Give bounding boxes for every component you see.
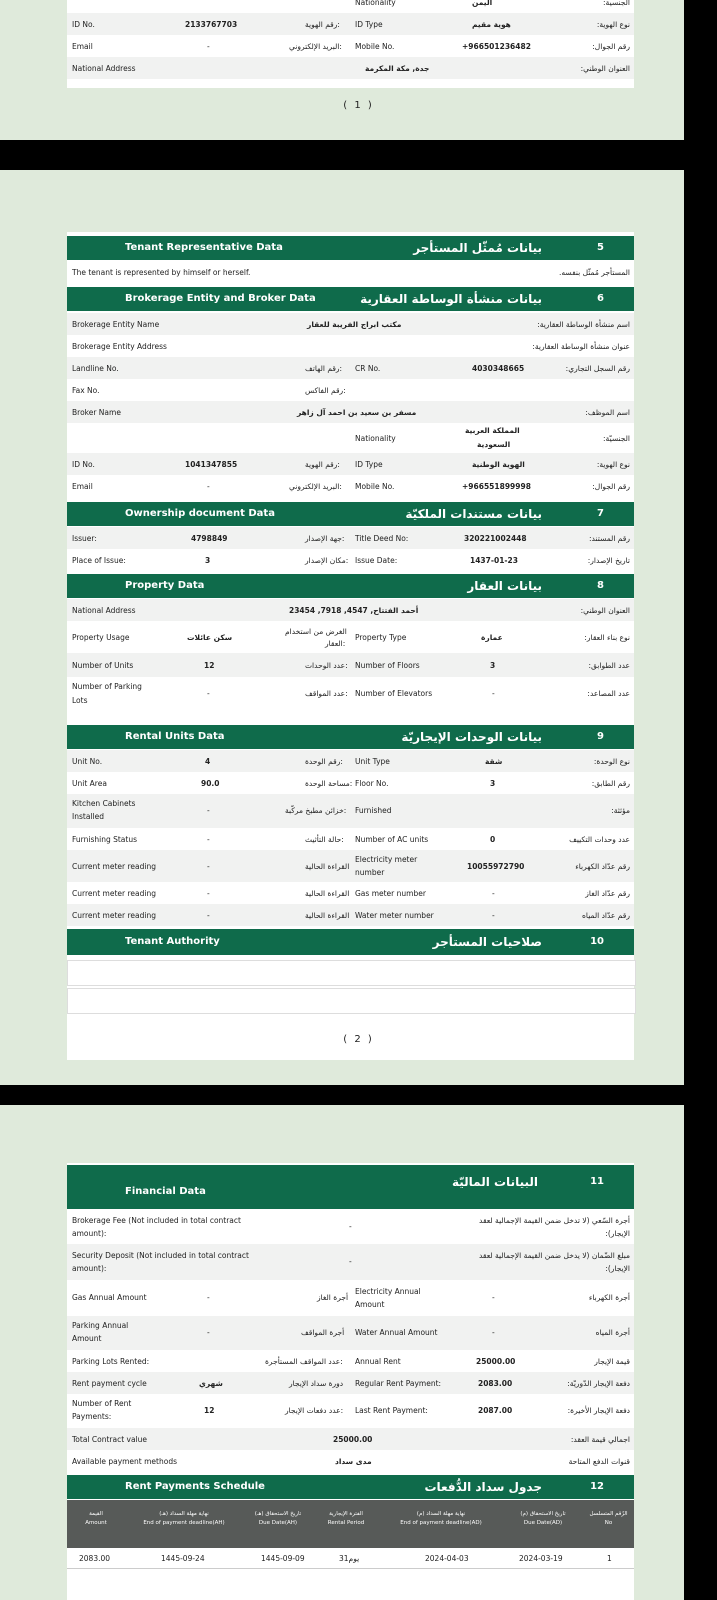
payments-count-label-ar: عدد دفعات الإيجار:	[285, 1406, 344, 1415]
section-5-header	[67, 236, 634, 260]
brokerage-fee-value: -	[349, 1222, 352, 1231]
section-11-header	[67, 1165, 634, 1209]
gas-meter-value: -	[492, 889, 495, 898]
section-6-header	[67, 287, 634, 311]
nationality-label-ar: الجنسية:	[603, 0, 630, 7]
row-period: 31يوم	[339, 1554, 360, 1563]
id-label-ar: رقم الهوية:	[305, 20, 340, 29]
page-number-2: ( 2 )	[343, 1034, 374, 1045]
section-9-header	[67, 725, 634, 749]
section-9-title-en: Rental Units Data	[125, 731, 225, 742]
id-row	[67, 13, 634, 35]
col-amount-ar: القيمة	[89, 1511, 103, 1517]
furnishing-status-row	[67, 828, 634, 850]
kitchen-label-en-line1: Kitchen Cabinets	[72, 799, 136, 808]
row-due-ah: 1445-09-09	[261, 1554, 305, 1563]
brokerage-fee-row	[67, 1210, 634, 1244]
electricity-meter-label-en-line2: number	[355, 868, 385, 877]
issuer-label-ar: جهة الإصدار:	[305, 534, 345, 543]
units-label-en: Number of Units	[72, 661, 134, 670]
total-contract-value: 25000.00	[333, 1435, 373, 1444]
tenant-authority-empty-row-2	[67, 988, 636, 1014]
representative-note-ar: المستأجر مُمثّل بنفسه.	[558, 268, 630, 277]
broker-nationality-value-line1: المملكة العربية	[465, 426, 520, 435]
address-value: جدة, مكة المكرمة	[365, 64, 430, 73]
section-11-title-ar: البيانات الماليّة	[451, 1175, 538, 1189]
ac-units-label-ar: عدد وحدات التكييف	[569, 835, 630, 844]
place-value: 3	[205, 556, 211, 565]
water-meter-label-ar: رقم عدّاد المياه	[582, 911, 630, 920]
kitchen-label-en-line2: Installed	[72, 812, 104, 821]
regular-payment-label-ar: دفعة الإيجار الدّوريّة:	[567, 1379, 630, 1388]
deed-label-en: Title Deed No:	[355, 534, 409, 543]
gas-reading-label-ar: القراءة الحالية	[305, 889, 350, 898]
landline-label-en: Landline No.	[72, 364, 119, 373]
broker-idtype-value: الهوية الوطنية	[472, 460, 525, 469]
parking-value: -	[207, 689, 210, 698]
property-usage-label-ar-line2: العقار:	[325, 639, 346, 648]
furnished-label-en: Furnished	[355, 806, 392, 815]
broker-email-value: -	[207, 482, 210, 491]
col-end-ad-header	[379, 1510, 503, 1528]
unit-area-label-en: Unit Area	[72, 779, 107, 788]
row-end-ah: 1445-09-24	[161, 1554, 205, 1563]
parking-amount-label-ar: أجرة المواقف	[301, 1328, 345, 1337]
col-end-ah-header	[125, 1510, 243, 1528]
broker-idtype-label-en: ID Type	[355, 460, 383, 469]
col-due-ah-header	[243, 1510, 313, 1528]
total-contract-row	[67, 1428, 634, 1450]
floors-value: 3	[490, 661, 496, 670]
broker-nationality-label-en: Nationality	[355, 434, 396, 443]
place-label-ar: مكان الإصدار:	[305, 556, 349, 565]
col-no-header	[583, 1510, 634, 1528]
section-9-number: 9	[597, 731, 604, 742]
kitchen-value: -	[207, 806, 210, 815]
brokerage-address-label-en: Brokerage Entity Address	[72, 342, 167, 351]
broker-mobile-label-en: Mobile No.	[355, 482, 395, 491]
property-usage-label-en: Property Usage	[72, 633, 130, 642]
gas-amount-value: -	[207, 1293, 210, 1302]
id-type-value: هوية مقيم	[472, 20, 511, 29]
deed-value: 320221002448	[464, 534, 527, 543]
electricity-amount-value: -	[492, 1293, 495, 1302]
property-address-value: أحمد الفتتاح, 4547, 7918, 23454	[289, 606, 419, 615]
id-type-label-ar: نوع الهوية:	[596, 20, 630, 29]
landline-row	[67, 357, 634, 379]
col-period-header	[313, 1510, 379, 1528]
issue-date-value: 1437-01-23	[470, 556, 518, 565]
email-value: -	[207, 42, 210, 51]
electricity-meter-row	[67, 850, 634, 882]
place-row	[67, 549, 634, 571]
parking-lots-label-ar: عدد المواقف المستأجرة:	[265, 1357, 343, 1366]
col-due-ah-ar: تاريخ الاستحقاق (هـ)	[254, 1511, 302, 1517]
last-payment-label-en: Last Rent Payment:	[355, 1406, 428, 1415]
security-deposit-label-en-line1: Security Deposit (Not included in total contract	[72, 1251, 249, 1260]
parking-label-en-line2: Lots	[72, 696, 88, 705]
email-row	[67, 35, 634, 57]
floors-label-en: Number of Floors	[355, 661, 420, 670]
payments-count-value: 12	[204, 1406, 215, 1415]
broker-id-label-ar: رقم الهوية:	[305, 460, 340, 469]
place-label-en: Place of Issue:	[72, 556, 126, 565]
col-end-ah-en: End of payment deadline(AH)	[143, 1520, 225, 1526]
furnishing-status-label-en: Furnishing Status	[72, 835, 137, 844]
section-10-header	[67, 929, 634, 955]
deed-label-ar: رقم المستند:	[589, 534, 630, 543]
payment-methods-label-ar: قنوات الدفع المتاحة	[568, 1457, 630, 1466]
electricity-meter-value: 10055972790	[467, 862, 525, 871]
property-address-label-ar: العنوان الوطني:	[580, 606, 630, 615]
col-amount-en: Amount	[85, 1520, 107, 1526]
property-address-label-en: National Address	[72, 606, 136, 615]
water-amount-label-en: Water Annual Amount	[355, 1328, 438, 1337]
id-value: 2133767703	[185, 20, 238, 29]
brokerage-fee-label-en-line1: Brokerage Fee (Not included in total contract	[72, 1216, 241, 1225]
elevators-label-ar: عدد المصاعد:	[587, 689, 630, 698]
water-reading-value: -	[207, 911, 210, 920]
brokerage-name-label-en: Brokerage Entity Name	[72, 320, 160, 329]
unit-area-row	[67, 772, 634, 794]
units-value: 12	[204, 661, 215, 670]
parking-water-row	[67, 1316, 634, 1350]
unit-type-label-ar: نوع الوحدة:	[593, 757, 630, 766]
section-7-number: 7	[597, 508, 604, 519]
gas-amount-label-ar: أجرة الغاز	[317, 1293, 349, 1302]
property-usage-label-ar-line1: الغرض من استخدام	[285, 627, 347, 636]
page-1-sheet	[67, 0, 634, 88]
unit-type-value: شقة	[485, 757, 503, 766]
email-label-ar: البريد الإلكتروني:	[289, 42, 342, 51]
issue-date-label-en: Issue Date:	[355, 556, 398, 565]
col-end-ad-en: End of payment deadline(AD)	[400, 1520, 482, 1526]
gas-electricity-row	[67, 1280, 634, 1316]
unit-no-label-ar: رقم الوحدة:	[305, 757, 343, 766]
security-deposit-value: -	[349, 1257, 352, 1266]
nationality-label-en: Nationality	[355, 0, 396, 7]
fax-label-ar: رقم الفاكس:	[305, 386, 346, 395]
unit-no-label-en: Unit No.	[72, 757, 103, 766]
section-11-title-en: Financial Data	[125, 1186, 206, 1197]
col-due-ad-en: Due Date(AD)	[523, 1520, 563, 1526]
nationality-value: اليمن	[472, 0, 493, 7]
broker-nationality-value-line2: السعودية	[477, 440, 511, 449]
cr-label-en: CR No.	[355, 364, 381, 373]
parking-label-ar: عدد المواقف:	[305, 689, 348, 698]
unit-area-label-ar: مساحة الوحدة:	[305, 779, 353, 788]
payment-cycle-value: شهري	[199, 1379, 223, 1388]
section-11-number: 11	[590, 1176, 604, 1187]
col-end-ad-ar: نهاية مهلة السداد (م)	[416, 1511, 466, 1517]
page-number-1: ( 1 )	[343, 100, 374, 111]
parking-amount-value: -	[207, 1328, 210, 1337]
section-5-title-en: Tenant Representative Data	[125, 242, 283, 253]
row-due-ad: 2024-03-19	[519, 1554, 563, 1563]
brokerage-name-label-ar: اسم منشأة الوساطة العقارية:	[537, 320, 630, 329]
section-7-header	[67, 502, 634, 526]
parking-lots-label-en: Parking Lots Rented:	[72, 1357, 150, 1366]
broker-idtype-label-ar: نوع الهوية:	[596, 460, 630, 469]
broker-name-label-en: Broker Name	[72, 408, 121, 417]
payments-count-label-en-line2: Payments:	[72, 1412, 112, 1421]
parking-row	[67, 677, 634, 713]
section-8-number: 8	[597, 580, 604, 591]
tenant-authority-empty-row-1	[67, 960, 636, 986]
col-due-ah-en: Due Date(AH)	[258, 1520, 298, 1526]
unit-area-value: 90.0	[201, 779, 220, 788]
brokerage-address-label-ar: عنوان منشأة الوساطة العقارية:	[532, 342, 630, 351]
payment-cycle-label-en: Rent payment cycle	[72, 1379, 147, 1388]
section-12-title-en: Rent Payments Schedule	[125, 1481, 265, 1492]
broker-id-label-en: ID No.	[72, 460, 95, 469]
parking-lots-rent-row	[67, 1350, 634, 1372]
broker-nationality-row	[67, 423, 634, 453]
security-deposit-row	[67, 1244, 634, 1280]
units-row	[67, 653, 634, 677]
section-10-number: 10	[590, 936, 604, 947]
elevators-label-en: Number of Elevators	[355, 689, 433, 698]
furnishing-status-value: -	[207, 835, 210, 844]
section-12-header	[67, 1475, 634, 1499]
broker-name-row	[67, 401, 634, 423]
payment-methods-label-en: Available payment methods	[72, 1457, 177, 1466]
payment-cycle-row	[67, 1372, 634, 1394]
fax-label-en: Fax No.	[72, 386, 100, 395]
gas-meter-label-en: Gas meter number	[355, 889, 426, 898]
elevators-value: -	[492, 689, 495, 698]
col-no-en: No	[604, 1520, 613, 1526]
section-5-number: 5	[597, 242, 604, 253]
section-10-title-en: Tenant Authority	[125, 936, 220, 947]
brokerage-name-value: مكتب ابراج الفريبة للعقار	[307, 320, 402, 329]
broker-email-label-ar: البريد الإلكتروني:	[289, 482, 342, 491]
brokerage-address-row	[67, 335, 634, 357]
property-usage-row	[67, 621, 634, 653]
col-end-ah-ar: نهاية مهلة السداد (هـ)	[159, 1511, 209, 1517]
number-of-payments-row	[67, 1394, 634, 1428]
payments-count-label-en-line1: Number of Rent	[72, 1399, 132, 1408]
broker-name-value: مسفر بن سعيد بن احمد آل زاهر	[297, 408, 417, 417]
regular-payment-value: 2083.00	[478, 1379, 513, 1388]
broker-nationality-label-ar: الجنسيّة:	[603, 434, 630, 443]
section-5-title-ar: بيانات مُمثّل المستأجر	[413, 241, 542, 255]
address-label-en: National Address	[72, 64, 136, 73]
floors-label-ar: عدد الطوابق:	[588, 661, 630, 670]
col-period-ar: الفترة الإيجارية	[329, 1511, 363, 1517]
water-amount-label-ar: أجرة المياه	[595, 1328, 630, 1337]
kitchen-row	[67, 794, 634, 828]
address-row	[67, 57, 634, 79]
col-period-en: Rental Period	[327, 1520, 365, 1526]
electricity-meter-label-en-line1: Electricity meter	[355, 855, 418, 864]
broker-id-row	[67, 453, 634, 475]
floor-no-label-ar: رقم الطابق:	[591, 779, 630, 788]
email-label-en: Email	[72, 42, 93, 51]
electricity-amount-label-en-line1: Electricity Annual	[355, 1287, 421, 1296]
section-12-title-ar: جدول سداد الدُّفعات	[424, 1480, 542, 1494]
cr-value: 4030348665	[472, 364, 525, 373]
broker-mobile-label-ar: رقم الجوال:	[592, 482, 630, 491]
issuer-label-en: Issuer:	[72, 534, 97, 543]
broker-id-value: 1041347855	[185, 460, 238, 469]
brokerage-name-row	[67, 313, 634, 335]
water-meter-row	[67, 904, 634, 926]
electricity-reading-label-ar: القراءة الحالية	[305, 862, 350, 871]
section-9-title-ar: بيانات الوحدات الإيجاريّة	[401, 730, 542, 744]
parking-amount-label-en-line1: Parking Annual	[72, 1321, 129, 1330]
row-no: 1	[607, 1554, 612, 1563]
ac-units-label-en: Number of AC units	[355, 835, 429, 844]
cr-label-ar: رقم السجل التجاري:	[565, 364, 630, 373]
gas-meter-row	[67, 882, 634, 904]
furnished-label-ar: مؤثثة:	[611, 806, 630, 815]
broker-mobile-value: +966551899998	[462, 482, 531, 491]
ac-units-value: 0	[490, 835, 496, 844]
property-type-label-ar: نوع بناء العقار:	[584, 633, 630, 642]
mobile-label-ar: رقم الجوال:	[592, 42, 630, 51]
address-label-ar: العنوان الوطني:	[580, 64, 630, 73]
section-7-title-ar: بيانات مستندات الملكيّة	[405, 507, 542, 521]
col-due-ad-header	[503, 1510, 583, 1528]
section-12-number: 12	[590, 1481, 604, 1492]
col-amount-header	[67, 1510, 125, 1528]
payment-methods-value: مدى سداد	[335, 1457, 372, 1466]
broker-name-label-ar: اسم الموظف:	[585, 408, 630, 417]
mobile-label-en: Mobile No.	[355, 42, 395, 51]
electricity-reading-value: -	[207, 862, 210, 871]
gas-amount-label-en: Gas Annual Amount	[72, 1293, 147, 1302]
payment-cycle-label-ar: دورة سداد الإيجار	[289, 1379, 344, 1388]
section-10-title-ar: صلاحيات المستأجر	[432, 935, 542, 949]
payment-methods-row	[67, 1450, 634, 1472]
table-row	[67, 1548, 634, 1569]
section-6-title-en: Brokerage Entity and Broker Data	[125, 293, 316, 304]
annual-rent-value: 25000.00	[476, 1357, 516, 1366]
property-usage-value: سكن عائلات	[187, 633, 233, 642]
electricity-amount-label-en-line2: Amount	[355, 1300, 385, 1309]
water-reading-label-en: Current meter reading	[72, 911, 156, 920]
last-payment-value: 2087.00	[478, 1406, 513, 1415]
brokerage-fee-label-ar-line1: أجرة السّعي (لا تدخل ضمن القيمة الإجمالية لعقد	[479, 1216, 630, 1225]
gas-reading-value: -	[207, 889, 210, 898]
section-8-title-ar: بيانات العقار	[467, 579, 542, 593]
regular-payment-label-en: Regular Rent Payment:	[355, 1379, 442, 1388]
representative-note-row	[67, 262, 634, 282]
gas-reading-label-en: Current meter reading	[72, 889, 156, 898]
broker-email-row	[67, 475, 634, 497]
issuer-row	[67, 527, 634, 549]
floor-no-value: 3	[490, 779, 496, 788]
water-meter-label-en: Water meter number	[355, 911, 434, 920]
unit-no-value: 4	[205, 757, 211, 766]
total-contract-label-en: Total Contract value	[72, 1435, 148, 1444]
total-contract-label-ar: اجمالي قيمة العقد:	[570, 1435, 630, 1444]
representative-note-en: The tenant is represented by himself or herself.	[72, 268, 251, 277]
property-type-value: عمارة	[481, 633, 503, 642]
water-amount-value: -	[492, 1328, 495, 1337]
security-deposit-label-ar-line2: الإيجار):	[605, 1264, 630, 1273]
unit-type-label-en: Unit Type	[355, 757, 390, 766]
id-label-en: ID No.	[72, 20, 95, 29]
brokerage-fee-label-en-line2: amount):	[72, 1229, 107, 1238]
water-meter-value: -	[492, 911, 495, 920]
annual-rent-label-ar: قيمة الإيجار	[594, 1357, 630, 1366]
col-due-ad-ar: تاريخ الاستحقاق (م)	[520, 1511, 566, 1517]
section-8-header	[67, 574, 634, 598]
section-6-title-ar: بيانات منشأة الوساطة العقارية	[360, 292, 542, 306]
col-no-ar: الرّقم المتسلسل	[589, 1511, 628, 1517]
parking-label-en-line1: Number of Parking	[72, 682, 142, 691]
section-8-title-en: Property Data	[125, 580, 205, 591]
issue-date-label-ar: تاريخ الإصدار:	[587, 556, 630, 565]
brokerage-fee-label-ar-line2: الإيجار):	[605, 1229, 630, 1238]
annual-rent-label-en: Annual Rent	[355, 1357, 401, 1366]
parking-amount-label-en-line2: Amount	[72, 1334, 102, 1343]
kitchen-label-ar: خزائن مطبخ مركّبة:	[285, 806, 347, 815]
electricity-amount-label-ar: أجرة الكهرباء	[588, 1293, 630, 1302]
section-6-number: 6	[597, 293, 604, 304]
fax-row	[67, 379, 634, 401]
nationality-row	[67, 0, 634, 12]
mobile-value: +966501236482	[462, 42, 531, 51]
security-deposit-label-ar-line1: مبلغ الضّمان (لا يدخل ضمن القيمة الإجمالية لعقد	[478, 1251, 630, 1260]
property-address-row	[67, 599, 634, 621]
row-amount: 2083.00	[79, 1554, 111, 1563]
id-type-label-en: ID Type	[355, 20, 383, 29]
schedule-table-header	[67, 1500, 634, 1548]
broker-email-label-en: Email	[72, 482, 93, 491]
furnishing-status-label-ar: حالة التأثيث:	[305, 835, 344, 844]
electricity-meter-label-ar: رقم عدّاد الكهرباء	[575, 862, 630, 871]
section-7-title-en: Ownership document Data	[125, 508, 275, 519]
electricity-reading-label-en: Current meter reading	[72, 862, 156, 871]
floor-no-label-en: Floor No.	[355, 779, 389, 788]
landline-label-ar: رقم الهاتف:	[305, 364, 343, 373]
last-payment-label-ar: دفعة الإيجار الأخيرة:	[567, 1406, 630, 1415]
unit-no-row	[67, 750, 634, 772]
row-end-ad: 2024-04-03	[425, 1554, 469, 1563]
water-reading-label-ar: القراءة الحالية	[305, 911, 350, 920]
units-label-ar: عدد الوحدات:	[305, 661, 348, 670]
property-type-label-en: Property Type	[355, 633, 407, 642]
issuer-value: 4798849	[191, 534, 228, 543]
security-deposit-label-en-line2: amount):	[72, 1264, 107, 1273]
gas-meter-label-ar: رقم عدّاد الغاز	[585, 889, 630, 898]
